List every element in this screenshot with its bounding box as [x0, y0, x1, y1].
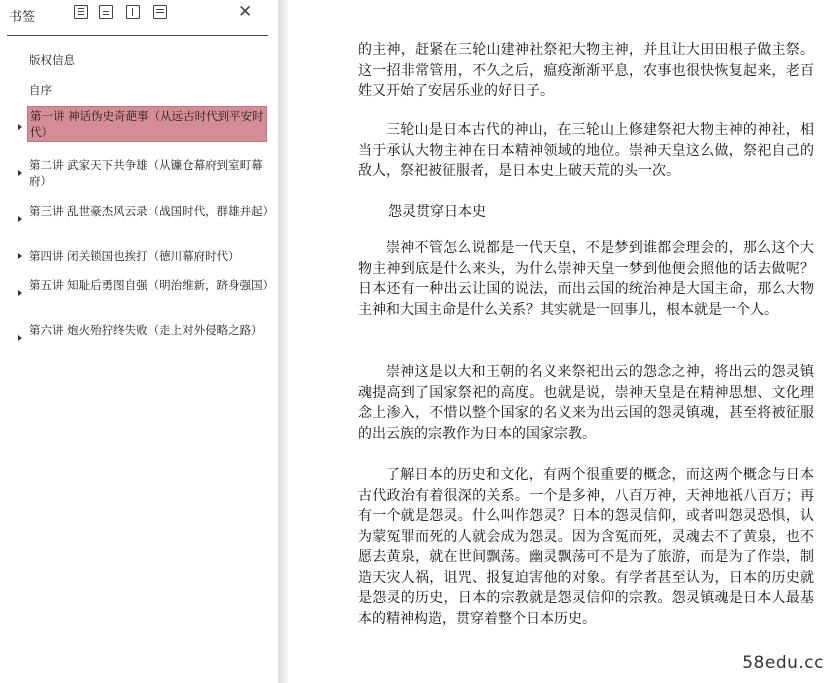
- bookmark-item[interactable]: [0, 322, 278, 358]
- expand-arrow-icon[interactable]: [18, 290, 22, 296]
- bookmark-item[interactable]: [0, 248, 278, 266]
- bookmark-label: 第四讲 闭关锁国也挨打（德川幕府时代）: [29, 249, 240, 263]
- bookmark-label: 第六讲 炮火殆狞终失败（走上对外侵略之路）: [29, 323, 263, 337]
- bookmark-panel-title: 书签: [9, 10, 36, 25]
- paragraph: 崇神这是以大和王朝的名义来祭祀出云的怨念之神，将出云的怨灵镇魂提高到了国家祭祀的高度。也就是说，崇神天皇是在精神思想、文化理念上渗入，不惜以整个国家的名义来为出云国的怨灵镇魂，甚至将被征服的出云族的宗教作为日本的国家宗教。: [358, 364, 814, 442]
- bookmark-label: 版权信息: [29, 53, 75, 67]
- document-page: [288, 0, 834, 683]
- watermark: 58edu.cc: [742, 653, 824, 673]
- bookmark-options-icon[interactable]: [153, 5, 167, 19]
- expand-arrow-icon[interactable]: [18, 335, 22, 341]
- bookmark-item[interactable]: [0, 203, 278, 239]
- expand-all-icon[interactable]: [74, 5, 88, 19]
- expand-arrow-icon[interactable]: [18, 124, 22, 130]
- header-divider: [7, 35, 268, 36]
- bookmark-item[interactable]: [0, 157, 278, 193]
- bookmark-item[interactable]: [0, 277, 278, 313]
- paragraph: 三轮山是日本古代的神山，在三轮山上修建祭祀大物主神的神社，相当于承认大物主神在日本精神领域的地位。崇神天皇这么做，祭祀自己的敌人，祭祀被征服者，是日本史上破天荒的头一次。: [358, 122, 814, 179]
- bookmark-label: 第五讲 知耻后勇图自强（明治维新，跻身强国）: [29, 278, 275, 292]
- paragraph: 崇神不管怎么说都是一代天皇，不是梦到谁都会理会的，那么这个大物主神到底是什么来头，为什么崇神天皇一梦到他便会照他的话去做呢？日本还有一种出云让国的说法，而出云国的统治神是大国主命，那么大物主神和大国主命是什么关系？其实就是一回事儿，根本就是一个人。: [358, 240, 814, 318]
- section-heading: 怨灵贯穿日本史: [388, 204, 486, 220]
- expand-arrow-icon[interactable]: [18, 216, 22, 222]
- close-icon[interactable]: ✕: [238, 2, 253, 22]
- panel-splitter[interactable]: [278, 0, 288, 683]
- bookmark-label: 第二讲 武家天下共争雄（从镰仓幕府到室町幕府）: [29, 158, 263, 188]
- expand-arrow-icon[interactable]: [18, 170, 22, 176]
- bookmark-item[interactable]: [0, 52, 278, 70]
- add-bookmark-icon[interactable]: [126, 5, 140, 19]
- bookmark-panel-header: [0, 0, 278, 36]
- bookmark-panel: [0, 0, 279, 683]
- bookmark-label: 第一讲 神话伪史奇葩事（从远古时代到平安时代）: [27, 106, 267, 142]
- paragraph: 了解日本的历史和文化，有两个很重要的概念，而这两个概念与日本古代政治有着很深的关系。一个是多神，八百万神，天神地祇八百万；再有一个就是怨灵。什么叫作怨灵？日本的怨灵信仰，或者叫怨灵恐惧，认为蒙冤罪而死的人就会成为怨灵。因为含冤而死，灵魂去不了黄泉，也不愿去黄泉，就在世间飘荡。幽灵飘荡可不是为了旅游，而是为了作祟，制造天灾人祸，诅咒、报复迫害他的对象。有学者甚至认为，日本的历史就是怨灵的历史，日本的宗教就是怨灵信仰的宗教。怨灵镇魂是日本人最基本的精神构造，贯穿着整个日本历史。: [358, 467, 814, 627]
- bookmark-label: 自序: [29, 83, 52, 97]
- bookmark-item[interactable]: [0, 82, 278, 100]
- bookmark-item-selected[interactable]: [0, 106, 278, 148]
- collapse-all-icon[interactable]: [99, 5, 113, 19]
- paragraph: 的主神，赶紧在三轮山建神社祭祀大物主神，并且让大田田根子做主祭。这一招非常管用，不久之后，瘟疫渐渐平息，农事也很快恢复起来，老百姓又开始了安居乐业的好日子。: [358, 42, 814, 99]
- expand-arrow-icon[interactable]: [18, 253, 22, 259]
- bookmark-label: 第三讲 乱世豪杰风云录（战国时代，群雄并起）: [29, 204, 275, 218]
